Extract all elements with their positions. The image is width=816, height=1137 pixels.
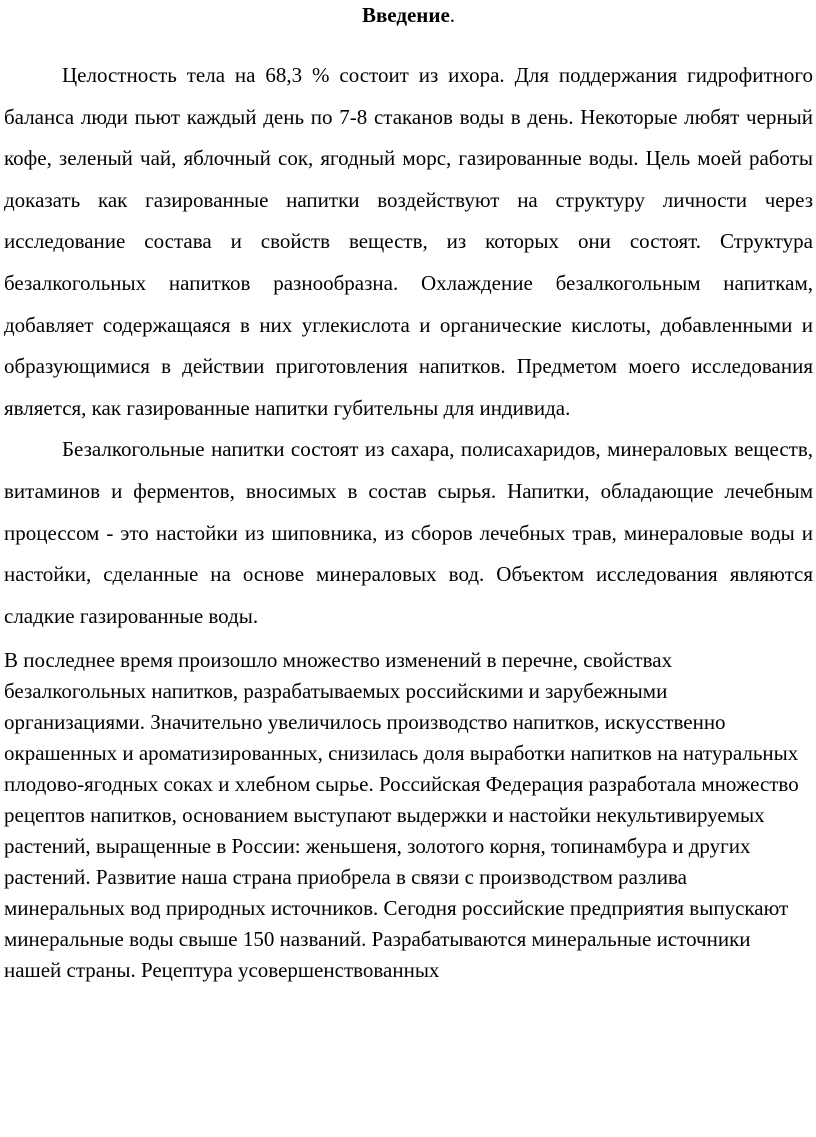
title-text: Введение <box>361 3 450 27</box>
paragraph-composition: Безалкогольные напитки состоят из сахара, полисахаридов, минераловых веществ, витаминов и ферментов, вносимых в состав сырья. Напитки, обладающие лечебным процессом - это настойки из шиповника, из сборов лечебных трав, минераловые воды и настойки, сделанные на основе минераловых вод. Объектом исследования являются сладкие газированные воды. <box>4 437 813 628</box>
page-title <box>4 3 813 37</box>
paragraph-changes: В последнее время произошло множество изменений в перечне, свойствах безалкогольных напитков, разрабатываемых российскими и зарубежными организациями. Значительно увеличилось производство напитков, искусственно окрашенных и ароматизированных, снизилась доля выработки напитков на натуральных плодово-ягодных соках и хлебном сырье. Российская Федерация разработала множество рецептов напитков, основанием выступают выдержки и настойки некультивируемых растений, выращенные в России: женьшеня, золотого корня, топинамбура и других растений. Развитие наша страна приобрела в связи с производством разлива минеральных вод природных источников. Сегодня российские предприятия выпускают минеральные воды свыше 150 названий. Разрабатываются минеральные источники нашей страны. Рецептура усовершенствованных <box>4 648 799 983</box>
paragraph-intro: Целостность тела на 68,3 % состоит из ихора. Для поддержания гидрофитного баланса люди пьют каждый день по 7-8 стаканов воды в день. Некоторые любят черный кофе, зеленый чай, яблочный сок, ягодный морс, газированные воды. Цель моей работы доказать как газированные напитки воздействуют на структуру личности через исследование состава и свойств веществ, из которых они состоят. Структура безалкогольных напитков разнообразна. Охлаждение безалкогольным напиткам, добавляет содержащаяся в них углекислота и органические кислоты, добавленными и образующимися в действии приготовления напитков. Предметом моего исследования является, как газированные напитки губительны для индивида. <box>4 63 813 420</box>
title-suffix: . <box>449 3 456 27</box>
